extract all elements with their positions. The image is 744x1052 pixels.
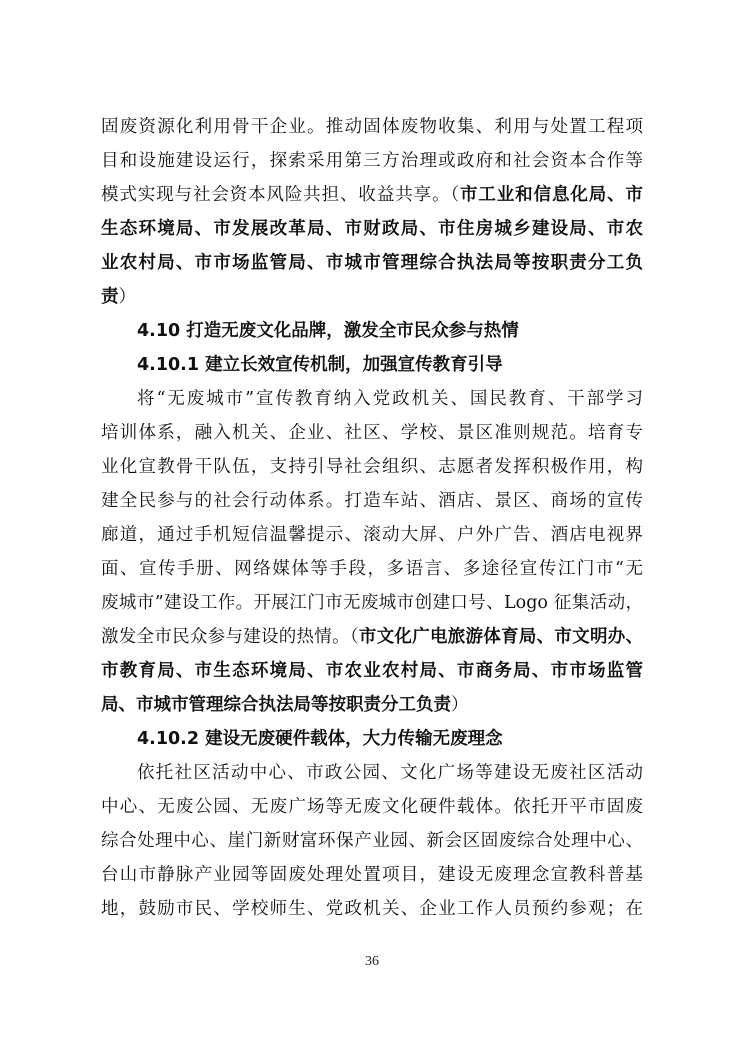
text-segment: 地，鼓励市民、学校师生、党政机关、企业工作人员预约参观；在 bbox=[101, 899, 643, 919]
bold-text-segment: 市工业和信息化局、市 bbox=[460, 185, 644, 205]
text-segment: 依托社区活动中心、市政公园、文化广场等建设无废社区活动 bbox=[137, 763, 643, 783]
text-line bbox=[101, 688, 643, 722]
bold-text-segment: 局、市城市管理综合执法局等按职责分工负责 bbox=[101, 695, 451, 715]
text-segment: 建全民参与的社会行动体系。打造车站、酒店、景区、商场的宣传 bbox=[101, 491, 643, 511]
bold-text-segment: 4.10.1 建立长效宣传机制，加强宣传教育引导 bbox=[137, 355, 503, 375]
text-segment: 中心、无废公园、无废广场等无废文化硬件载体。依托开平市固废 bbox=[101, 797, 643, 817]
bold-text-segment: 市教育局、市生态环境局、市农业农村局、市商务局、市市场监管 bbox=[101, 661, 643, 681]
text-line bbox=[101, 892, 643, 926]
text-line bbox=[101, 620, 643, 654]
text-line bbox=[101, 858, 643, 892]
text-line bbox=[101, 416, 643, 450]
bold-text-segment: 4.10 打造无废文化品牌，激发全市民众参与热情 bbox=[137, 321, 519, 341]
text-segment: 面、宣传手册、网络媒体等手段，多语言、多途径宣传江门市“无 bbox=[101, 559, 643, 579]
text-segment: 培训体系，融入机关、企业、社区、学校、景区准则规范。培育专 bbox=[101, 423, 643, 443]
text-line bbox=[101, 552, 643, 586]
text-segment: 模式实现与社会资本风险共担、收益共享。（ bbox=[101, 185, 461, 205]
text-segment: 廊道，通过手机短信温馨提示、滚动大屏、户外广告、酒店电视界 bbox=[101, 525, 643, 545]
section-heading bbox=[101, 348, 643, 382]
text-line bbox=[101, 484, 643, 518]
text-line bbox=[101, 246, 643, 280]
text-line bbox=[101, 790, 643, 824]
text-line bbox=[101, 280, 643, 314]
section-heading bbox=[101, 722, 643, 756]
bold-text-segment: 业农村局、市市场监管局、市城市管理综合执法局等按职责分工负 bbox=[101, 253, 643, 273]
bold-text-segment: 生态环境局、市发展改革局、市财政局、市住房城乡建设局、市农 bbox=[101, 219, 643, 239]
section-heading bbox=[101, 314, 643, 348]
text-segment: 激发全市民众参与建设的热情。（ bbox=[101, 627, 359, 647]
text-segment: 台山市静脉产业园等固废处理处置项目，建设无废理念宣教科普基 bbox=[101, 865, 643, 885]
text-segment: 目和设施建设运行，探索采用第三方治理或政府和社会资本合作等 bbox=[101, 151, 643, 171]
text-segment: 综合处理中心、崖门新财富环保产业园、新会区固废综合处理中心、 bbox=[101, 831, 643, 851]
bold-text-segment: 责 bbox=[101, 287, 119, 307]
body-text bbox=[101, 110, 643, 926]
text-line bbox=[101, 518, 643, 552]
page-number: 36 bbox=[365, 954, 379, 969]
text-line bbox=[101, 178, 643, 212]
text-segment: 将“无废城市”宣传教育纳入党政机关、国民教育、干部学习 bbox=[137, 389, 643, 409]
text-line bbox=[101, 450, 643, 484]
text-segment: 固废资源化利用骨干企业。推动固体废物收集、利用与处置工程项 bbox=[101, 117, 643, 137]
bold-text-segment: 4.10.2 建设无废硬件载体，大力传输无废理念 bbox=[137, 729, 503, 749]
text-segment: 废城市”建设工作。开展江门市无废城市创建口号、Logo 征集活动， bbox=[101, 593, 643, 613]
text-line bbox=[101, 756, 643, 790]
text-segment: ） bbox=[118, 287, 136, 307]
text-line bbox=[101, 110, 643, 144]
text-line bbox=[101, 586, 643, 620]
text-line bbox=[101, 212, 643, 246]
text-segment: ） bbox=[451, 695, 469, 715]
text-line bbox=[101, 144, 643, 178]
bold-text-segment: 市文化广电旅游体育局、市文明办、 bbox=[358, 627, 643, 647]
text-line bbox=[101, 654, 643, 688]
text-segment: 业化宣教骨干队伍，支持引导社会组织、志愿者发挥积极作用，构 bbox=[101, 457, 643, 477]
text-line bbox=[101, 382, 643, 416]
text-line bbox=[101, 824, 643, 858]
